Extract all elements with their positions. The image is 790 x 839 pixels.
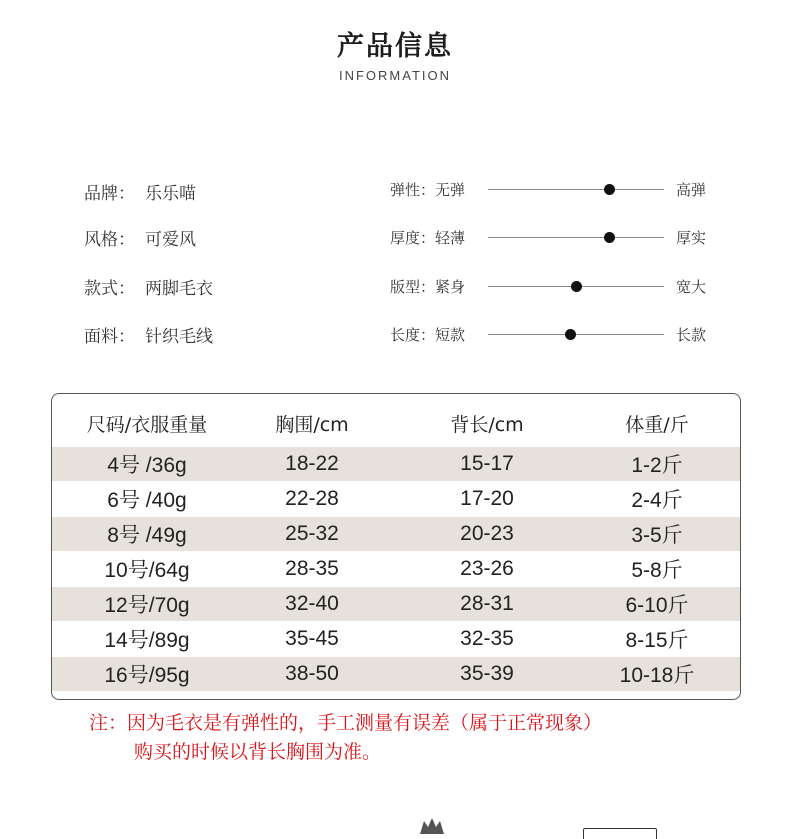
attribute-style: [84, 225, 196, 250]
attribute-fabric: [84, 322, 213, 347]
table-cell: 35-39: [460, 662, 514, 685]
table-cell: 14号/89g: [104, 629, 190, 652]
table-header-size: 尺码/衣服重量: [86, 413, 208, 436]
attribute-type: [84, 274, 213, 299]
table-row: [52, 517, 740, 551]
table-row: [52, 657, 740, 691]
cat-ears-icon: [418, 817, 446, 834]
table-header-row: [52, 407, 740, 439]
table-cell: 35-45: [285, 627, 339, 650]
attribute-label: 品牌：: [84, 184, 135, 204]
rating-fit-label: 版型：紧身: [390, 278, 466, 296]
attribute-value: 针织毛线: [145, 327, 213, 347]
table-cell: 2-4斤: [631, 489, 683, 512]
attribute-value: 可爱风: [145, 230, 196, 250]
table-row: [52, 447, 740, 481]
attribute-value: 乐乐喵: [145, 184, 196, 204]
table-header-chest: 胸围/cm: [275, 413, 349, 436]
size-table: [51, 393, 741, 700]
attribute-brand: [84, 179, 196, 204]
table-cell: 32-35: [460, 627, 514, 650]
rating-fit-max: 宽大: [676, 278, 707, 296]
rating-length-marker: [565, 329, 576, 340]
rating-thickness-max: 厚实: [676, 229, 707, 247]
table-cell: 22-28: [285, 487, 339, 510]
page-subtitle: INFORMATION: [338, 68, 452, 83]
table-cell: 12号/70g: [104, 594, 190, 617]
table-cell: 38-50: [285, 662, 339, 685]
rating-thickness-label: 厚度：轻薄: [390, 229, 466, 247]
table-cell: 10号/64g: [104, 559, 190, 582]
table-cell: 32-40: [285, 592, 339, 615]
table-cell: 8-15斤: [625, 629, 689, 652]
table-row: [52, 482, 740, 516]
attribute-label: 款式：: [84, 279, 135, 299]
attribute-label: 风格：: [84, 230, 135, 250]
table-header-back-length: 背长/cm: [450, 413, 524, 436]
table-cell: 28-35: [285, 557, 339, 580]
table-cell: 23-26: [460, 557, 514, 580]
table-row: [52, 622, 740, 656]
rating-elasticity-max: 高弹: [676, 181, 707, 199]
table-cell: 15-17: [460, 452, 514, 475]
rating-elasticity-marker: [604, 184, 615, 195]
rating-thickness-track: [488, 237, 664, 238]
rating-thickness-marker: [604, 232, 615, 243]
rating-length-max: 长款: [676, 326, 707, 344]
table-row: [52, 587, 740, 621]
rating-elasticity-track: [488, 189, 664, 190]
note-line-2: 购买的时候以背长胸围为准。: [134, 741, 382, 763]
attribute-value: 两脚毛衣: [145, 279, 213, 299]
table-cell: 16号/95g: [104, 664, 190, 687]
table-cell: 6-10斤: [625, 594, 689, 617]
table-cell: 6号 /40g: [107, 489, 187, 512]
table-cell: 5-8斤: [631, 559, 683, 582]
table-cell: 4号 /36g: [107, 454, 187, 477]
measurement-note: [89, 709, 602, 767]
table-cell: 18-22: [285, 452, 339, 475]
table-cell: 1-2斤: [631, 454, 683, 477]
table-cell: 8号 /49g: [107, 524, 187, 547]
table-cell: 28-31: [460, 592, 514, 615]
rating-fit-marker: [571, 281, 582, 292]
note-line-1: 注：因为毛衣是有弹性的，手工测量有误差（属于正常现象）: [89, 712, 603, 734]
table-cell: 10-18斤: [619, 664, 695, 687]
table-cell: 20-23: [460, 522, 514, 545]
table-cell: 25-32: [285, 522, 339, 545]
page-title: 产品信息: [337, 31, 453, 62]
table-cell: 3-5斤: [631, 524, 683, 547]
rating-length-label: 长度：短款: [390, 326, 466, 344]
table-header-weight: 体重/斤: [625, 413, 689, 436]
table-row: [52, 552, 740, 586]
table-cell: 17-20: [460, 487, 514, 510]
attribute-label: 面料：: [84, 327, 135, 347]
rating-elasticity-label: 弹性：无弹: [390, 181, 466, 199]
